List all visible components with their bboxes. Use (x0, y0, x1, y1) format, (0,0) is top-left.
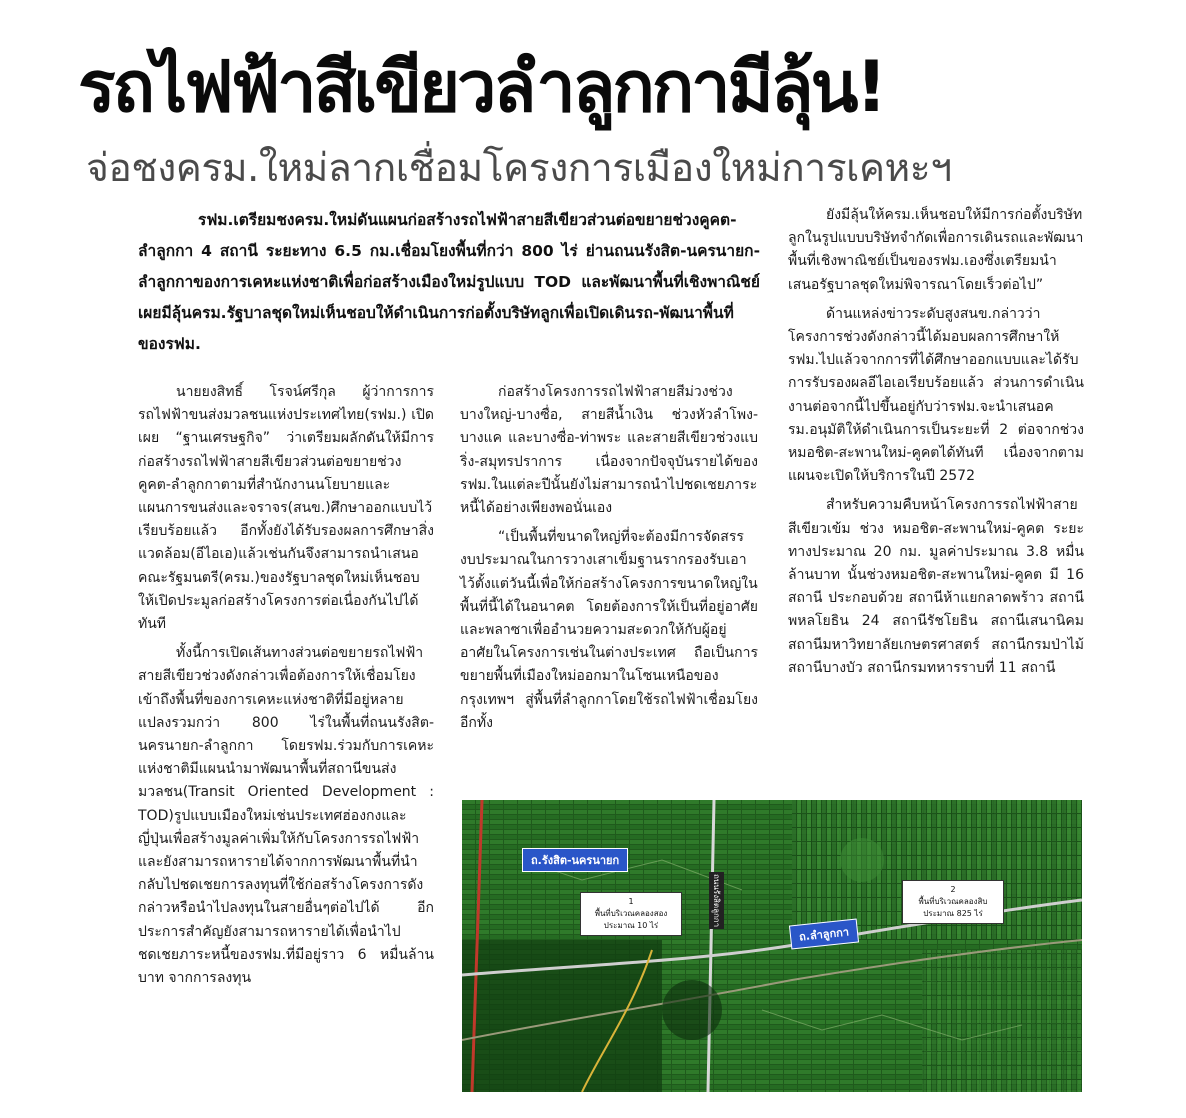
column-1-paragraph: นายยงสิทธิ์ โรจน์ศรีกุล ผู้ว่าการการรถไฟฟ้าขนส่งมวลชนแห่งประเทศไทย(รฟม.) เปิดเผย “ฐานเศรษฐกิจ” ว่าเตรียมผลักดันให้มีการก่อสร้างรถไฟฟ้าสายสีเขียวส่วนต่อขยายช่วงคูคต-ลำลูกกาตามที่สำนักงานนโยบายและแผนการขนส่งและจราจร(สนข.)ศึกษาออกแบบไว้เรียบร้อยแล้ว อีกทั้งยังได้รับรองผลการศึกษาสิ่งแวดล้อม(อีไอเอ)แล้วเช่นกันจึงสามารถนำเสนอคณะรัฐมนตรี(ครม.)ของรัฐบาลชุดใหม่เห็นชอบให้เปิดประมูลก่อสร้างโครงการต่อเนื่องกันไปได้ทันที (138, 384, 434, 633)
article-column-2 (460, 381, 758, 735)
plot-1-callout (580, 892, 682, 936)
plot-2-area: ประมาณ 825 ไร่ (923, 909, 983, 918)
article-column-1 (138, 381, 434, 990)
headline: รถไฟฟ้าสีเขียวลำลูกกามีลุ้น! (78, 46, 885, 128)
column-3-paragraph: ด้านแหล่งข่าวระดับสูงสนข.กล่าวว่าโครงการช่วงดังกล่าวนี้ได้มอบผลการศึกษาให้รฟม.ไปแล้วจากการที่ได้ศึกษาออกแบบและได้รับการรับรองผลอีไอเอเรียบร้อยแล้ว ส่วนการดำเนินงานต่อจากนี้ไปขึ้นอยู่กับว่ารฟม.จะนำเสนอครม.อนุมัติให้ดำเนินการเป็นระยะที่ 2 ต่อจากช่วงหมอชิต-สะพานใหม่-คูคตได้ทันที เนื่องจากตามแผนจะเปิดให้บริการในปี 2572 (788, 305, 1084, 485)
plot-1-area: ประมาณ 10 ไร่ (603, 921, 659, 930)
road-label-vertical: ถนนรังสิตลูกกา (709, 872, 724, 929)
column-2-paragraph: “เป็นพื้นที่ขนาดใหญ่ที่จะต้องมีการจัดสรรงบประมาณในการวางเสาเข็มฐานรากรองรับเอาไว้ตั้งแต่วันนี้เพื่อให้ก่อสร้างโครงการขนาดใหญ่ในพื้นที่นี้ได้ในอนาคต โดยต้องการให้เป็นที่อยู่อาศัยและพลาซาเพื่ออำนวยความสะดวกให้กับผู้อยู่อาศัยในโครงการเช่นในต่างประเทศ ถือเป็นการขยายพื้นที่เมืองใหม่ออกมาในโซนเหนือของกรุงเทพฯ สู่พื้นที่ลำลูกกาโดยใช้รถไฟฟ้าเชื่อมโยง อีกทั้ง (460, 529, 758, 731)
column-2-paragraph: ก่อสร้างโครงการรถไฟฟ้าสายสีม่วงช่วงบางใหญ่-บางซื่อ, สายสีน้ำเงิน ช่วงหัวลำโพง-บางแค และบางซื่อ-ท่าพระ และสายสีเขียวช่วงแบริ่ง-สมุทรปราการ เนื่องจากปัจจุบันรายได้ของรฟม.ในแต่ละปีนั้นยังไม่สามารถนำไปชดเชยภาระหนี้ได้อย่างเพียงพอนั่นเอง (460, 384, 758, 517)
plot-2-callout (902, 880, 1004, 924)
plot-1-label: พื้นที่บริเวณคลองสอง (594, 909, 668, 918)
aerial-map (462, 800, 1082, 1092)
column-3-paragraph: สำหรับความคืบหน้าโครงการรถไฟฟ้าสายสีเขียวเข้ม ช่วง หมอชิต-สะพานใหม่-คูคต ระยะทางประมาณ 20 กม. มูลค่าประมาณ 3.8 หมื่นล้านบาท นั้นช่วงหมอชิต-สะพานใหม่-คูคต มี 16 สถานี ประกอบด้วย สถานีห้าแยกลาดพร้าว สถานีพหลโยธิน 24 สถานีรัชโยธิน สถานีเสนานิคม สถานีมหาวิทยาลัยเกษตรศาสตร์ สถานีกรมป่าไม้ สถานีบางบัว สถานีกรมทหารราบที่ 11 สถานี (788, 497, 1084, 676)
plot-2-label: พื้นที่บริเวณคลองสิบ (918, 897, 988, 906)
plot-2-number: 2 (950, 885, 956, 894)
column-1-paragraph: ทั้งนี้การเปิดเส้นทางส่วนต่อขยายรถไฟฟ้าสายสีเขียวช่วงดังกล่าวเพื่อต้องการให้เชื่อมโยงเข้าถึงพื้นที่ของการเคหะแห่งชาติที่มีอยู่หลายแปลงรวมกว่า 800 ไร่ในพื้นที่ถนนรังสิต-นครนายก-ลำลูกกา โดยรฟม.ร่วมกับการเคหะแห่งชาติมีแผนนำมาพัฒนาพื้นที่สถานีขนส่งมวลชน(Transit Oriented Development : TOD)รูปแบบเมืองใหม่เช่นประเทศฮ่องกงและญี่ปุ่นเพื่อสร้างมูลค่าเพิ่มให้กับโครงการรถไฟฟ้าและยังสามารถหารายได้จากการพัฒนาพื้นที่นำกลับไปชดเชยการลงทุนที่ใช้ก่อสร้างโครงการดังกล่าวหรือนำไปลงทุนในสายอื่นๆต่อไปได้ อีกประการสำคัญยังสามารถหารายได้เพื่อนำไปชดเชยภาระหนี้ของรฟม.ที่มีอยู่ราว 6 หมื่นล้านบาท จากการลงทุน (138, 645, 434, 987)
column-3-paragraph: ยังมีลุ้นให้ครม.เห็นชอบให้มีการก่อตั้งบริษัทลูกในรูปแบบบริษัทจำกัดเพื่อการเดินรถและพัฒนาพื้นที่เชิงพาณิชย์เป็นของรฟม.เองซึ่งเตรียมนำเสนอรัฐบาลชุดใหม่พิจารณาโดยเร็วต่อไป” (788, 207, 1084, 293)
map-satellite-image (462, 800, 1082, 1092)
lead-paragraph: รฟม.เตรียมชงครม.ใหม่ดันแผนก่อสร้างรถไฟฟ้าสายสีเขียวส่วนต่อขยายช่วงคูคต-ลำลูกกา 4 สถานี ระยะทาง 6.5 กม.เชื่อมโยงพื้นที่กว่า 800 ไร่ ย่านถนนรังสิต-นครนายก-ลำลูกกาของการเคหะแห่งชาติเพื่อก่อสร้างเมืองใหม่รูปแบบ TOD และพัฒนาพื้นที่เชิงพาณิชย์ เผยมีลุ้นครม.รัฐบาลชุดใหม่เห็นชอบให้ดำเนินการก่อตั้งบริษัทลูกเพื่อเปิดเดินรถ-พัฒนาพื้นที่ของรฟม. (138, 211, 760, 353)
plot-1-number: 1 (628, 897, 634, 906)
road-label-rangsit-nakhonnayok: ถ.รังสิต-นครนายก (522, 848, 628, 872)
subheadline: จ่อชงครม.ใหม่ลากเชื่อมโครงการเมืองใหม่การเคหะฯ (86, 146, 952, 191)
article-column-3 (788, 204, 1084, 680)
road-label-lamlukka: ถ.ลำลูกกา (789, 919, 859, 950)
